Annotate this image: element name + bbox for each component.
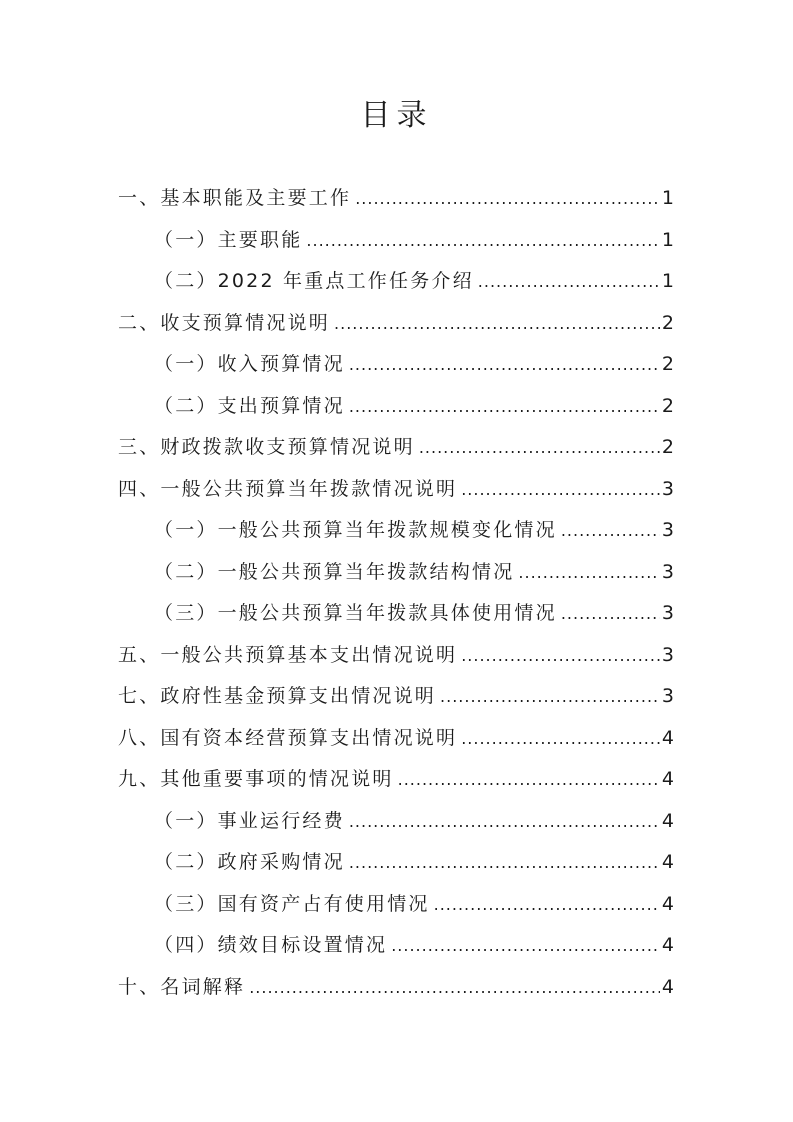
toc-entry-title: （四）绩效目标设置情况 bbox=[154, 934, 388, 956]
toc-entry-title: 八、国有资本经营预算支出情况说明 bbox=[118, 726, 458, 749]
toc-entry-title: （一）收入预算情况 bbox=[154, 353, 345, 375]
toc-entry[interactable] bbox=[118, 261, 674, 303]
page-title: 目录 bbox=[360, 98, 433, 133]
toc-leader-dots bbox=[440, 676, 660, 718]
toc-page-number: 3 bbox=[661, 519, 674, 541]
toc-leader-dots bbox=[561, 510, 660, 552]
toc-leader-dots bbox=[349, 842, 660, 884]
toc-page-number: 1 bbox=[661, 228, 674, 251]
toc-page-number: 3 bbox=[661, 560, 674, 583]
toc-entry[interactable] bbox=[118, 552, 674, 594]
toc-entry[interactable] bbox=[118, 386, 674, 428]
toc-entry-title: 十、名词解释 bbox=[118, 975, 246, 998]
table-of-contents bbox=[118, 178, 674, 1008]
toc-entry-title: （三）国有资产占有使用情况 bbox=[154, 892, 430, 915]
toc-page-number: 3 bbox=[661, 685, 674, 707]
toc-page-number: 2 bbox=[661, 394, 674, 417]
toc-entry[interactable] bbox=[118, 842, 674, 884]
toc-leader-dots bbox=[249, 967, 660, 1009]
toc-entry-title: （三）一般公共预算当年拨款具体使用情况 bbox=[154, 602, 557, 624]
toc-entry-title: 二、收支预算情况说明 bbox=[118, 311, 331, 334]
toc-leader-dots bbox=[419, 427, 660, 469]
toc-leader-dots bbox=[306, 220, 660, 262]
toc-entry-title: 五、一般公共预算基本支出情况说明 bbox=[118, 643, 458, 666]
toc-page-number: 1 bbox=[661, 187, 674, 209]
toc-page-number: 4 bbox=[661, 975, 674, 998]
toc-page-number: 3 bbox=[661, 602, 674, 624]
toc-page-number: 1 bbox=[661, 270, 674, 292]
toc-entry[interactable] bbox=[118, 510, 674, 552]
toc-entry[interactable] bbox=[118, 884, 674, 926]
toc-leader-dots bbox=[434, 884, 660, 926]
toc-leader-dots bbox=[349, 801, 660, 843]
toc-entry[interactable] bbox=[118, 469, 674, 511]
toc-entry[interactable] bbox=[118, 220, 674, 262]
toc-entry[interactable] bbox=[118, 801, 674, 843]
toc-entry-title: （二）政府采购情况 bbox=[154, 851, 345, 873]
toc-entry[interactable] bbox=[118, 178, 674, 220]
toc-page-number: 4 bbox=[661, 892, 674, 915]
toc-entry[interactable] bbox=[118, 967, 674, 1009]
toc-entry-title: （一）主要职能 bbox=[154, 228, 303, 251]
toc-leader-dots bbox=[391, 925, 660, 967]
toc-entry-title: （二）2022 年重点工作任务介绍 bbox=[154, 270, 474, 292]
toc-entry-title: 四、一般公共预算当年拨款情况说明 bbox=[118, 477, 458, 500]
toc-leader-dots bbox=[349, 386, 660, 428]
toc-entry-title: （一）事业运行经费 bbox=[154, 809, 345, 832]
toc-leader-dots bbox=[349, 344, 660, 386]
toc-page-number: 3 bbox=[661, 477, 674, 500]
toc-page-number: 4 bbox=[661, 934, 674, 956]
toc-leader-dots bbox=[478, 261, 660, 303]
toc-entry-title: （二）一般公共预算当年拨款结构情况 bbox=[154, 560, 515, 583]
toc-entry[interactable] bbox=[118, 593, 674, 635]
toc-entry[interactable] bbox=[118, 718, 674, 760]
toc-entry[interactable] bbox=[118, 344, 674, 386]
toc-entry-title: 七、政府性基金预算支出情况说明 bbox=[118, 685, 437, 707]
toc-entry[interactable] bbox=[118, 925, 674, 967]
toc-page-number: 4 bbox=[661, 851, 674, 873]
toc-entry-title: （二）支出预算情况 bbox=[154, 394, 345, 417]
toc-entry-title: 九、其他重要事项的情况说明 bbox=[118, 768, 394, 790]
toc-leader-dots bbox=[561, 593, 660, 635]
toc-entry[interactable] bbox=[118, 635, 674, 677]
toc-entry[interactable] bbox=[118, 427, 674, 469]
toc-leader-dots bbox=[461, 718, 660, 760]
toc-page-number: 2 bbox=[661, 436, 674, 458]
toc-entry[interactable] bbox=[118, 759, 674, 801]
toc-page-number: 2 bbox=[661, 353, 674, 375]
toc-leader-dots bbox=[461, 469, 660, 511]
toc-page-number: 3 bbox=[661, 643, 674, 666]
toc-entry-title: （一）一般公共预算当年拨款规模变化情况 bbox=[154, 519, 557, 541]
toc-entry-title: 一、基本职能及主要工作 bbox=[118, 187, 352, 209]
toc-leader-dots bbox=[334, 303, 660, 345]
toc-leader-dots bbox=[518, 552, 660, 594]
toc-entry[interactable] bbox=[118, 676, 674, 718]
toc-page-number: 4 bbox=[661, 809, 674, 832]
toc-entry[interactable] bbox=[118, 303, 674, 345]
toc-page-number: 4 bbox=[661, 726, 674, 749]
toc-entry-title: 三、财政拨款收支预算情况说明 bbox=[118, 436, 415, 458]
toc-page-number: 4 bbox=[661, 768, 674, 790]
toc-leader-dots bbox=[398, 759, 660, 801]
toc-leader-dots bbox=[355, 178, 660, 220]
toc-leader-dots bbox=[461, 635, 660, 677]
toc-page-number: 2 bbox=[661, 311, 674, 334]
